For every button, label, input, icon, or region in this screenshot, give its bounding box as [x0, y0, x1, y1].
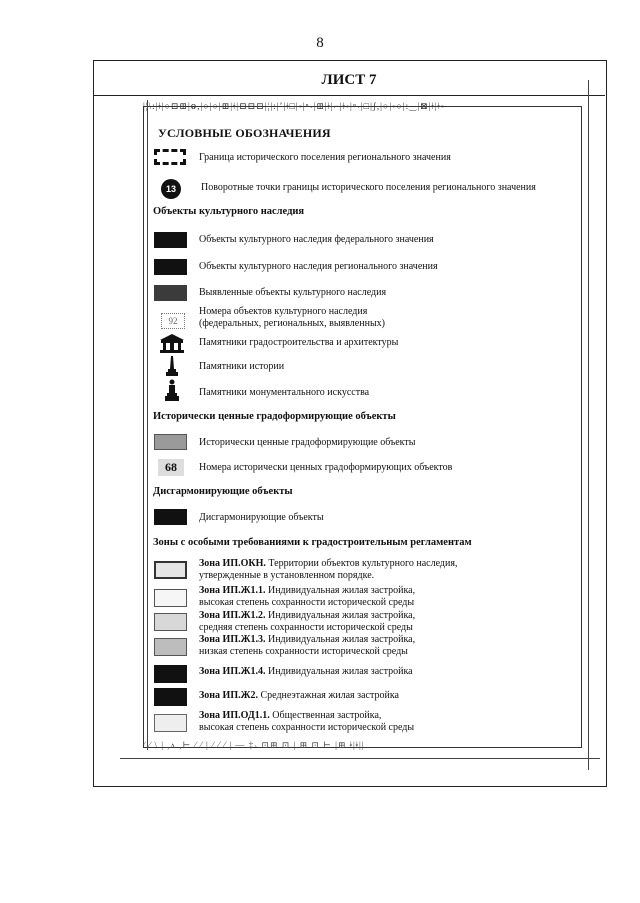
zone-okn-label: Зона ИП.ОКН. Территории объектов культурного наследия, утвержденные в установленном порядке. — [199, 558, 458, 581]
zone-zh11-label: Зона ИП.Ж1.1. Индивидуальная жилая застройка, высокая степень сохранности исторической среды — [199, 585, 416, 608]
zone-zh12-swatch — [154, 613, 187, 631]
federal-heritage-label: Объекты культурного наследия федерального значения — [199, 234, 434, 245]
frame-line-left — [147, 100, 148, 750]
valuable-objects-label: Исторически ценные градоформирующие объекты — [199, 437, 416, 448]
valuable-numbers-label: Номера исторически ценных градоформирующих объектов — [199, 462, 453, 473]
heritage-number-sample: 92 — [161, 313, 185, 329]
dissonant-objects-swatch — [154, 509, 187, 525]
regional-heritage-swatch — [154, 259, 187, 275]
zone-zh14-label: Зона ИП.Ж1.4. Индивидуальная жилая застройка — [199, 666, 413, 677]
statue-icon — [163, 379, 181, 402]
zone-zh13-label: Зона ИП.Ж1.3. Индивидуальная жилая застройка, низкая степень сохранности исторической среды — [199, 634, 416, 657]
zone-od11-swatch — [154, 714, 187, 732]
architecture-monuments-label: Памятники градостроительства и архитектуры — [199, 337, 399, 348]
valuable-number-sample: 68 — [158, 459, 184, 476]
dissonant-heading: Дисгармонирующие объекты — [153, 486, 293, 497]
legend-title: УСЛОВНЫЕ ОБОЗНАЧЕНИЯ — [158, 126, 331, 140]
zone-od11-label: Зона ИП.ОД1.1. Общественная застройка, высокая степень сохранности исторической среды — [199, 710, 415, 733]
sheet-title: ЛИСТ 7 — [321, 72, 377, 88]
frame-line-right — [588, 80, 589, 770]
zone-zh2-label: Зона ИП.Ж2. Среднеэтажная жилая застройка — [199, 690, 399, 701]
zones-heading: Зоны с особыми требованиями к градостроительным регламентам — [153, 537, 472, 548]
zone-zh2-swatch — [154, 688, 187, 706]
heritage-numbers-line1: Номера объектов культурного наследия — [199, 306, 368, 317]
heritage-heading: Объекты культурного наследия — [153, 206, 305, 217]
obelisk-icon — [163, 355, 181, 377]
zone-zh12-label: Зона ИП.Ж1.2. Индивидуальная жилая застройка, средняя степень сохранности исторической среды — [199, 610, 416, 633]
historic-border-swatch — [154, 149, 186, 165]
federal-heritage-swatch — [154, 232, 187, 248]
regional-heritage-label: Объекты культурного наследия регионального значения — [199, 261, 438, 272]
turning-point-marker: 13 — [161, 179, 181, 199]
map-edge-fragment-top: |¦\:|ǂ|○⊡⊞|ⱺ,|○|○|⊞|ǂ|⊟⊟⊡|¦|:|ʼ|ǂ□|◦|ⁿ˴|⊞|ǂ|⌐|ǂ◦|ᵠ˴|□|ʃ,|○|◦○|:‿|⊠|ǂ|ǂ◦ — [143, 101, 445, 111]
frame-line-bottom — [120, 758, 600, 759]
temple-icon — [159, 333, 185, 353]
zone-okn-swatch — [154, 561, 187, 579]
historic-border-label: Граница исторического поселения регионального значения — [199, 152, 451, 163]
monumental-monuments-label: Памятники монументального искусства — [199, 387, 370, 398]
page-number: 8 — [316, 35, 324, 51]
history-monuments-label: Памятники истории — [199, 361, 285, 372]
heritage-numbers-line2: (федеральных, региональных, выявленных) — [199, 318, 385, 329]
sheet-divider — [93, 95, 605, 96]
dissonant-objects-label: Дисгармонирующие объекты — [199, 512, 324, 523]
map-edge-fragment-bottom: ⁄ ⁄ \ | ,ᴧ ,⊢ ⁄ ⁄ | ⁄ ⁄ ⁄ | — ‡˴ ⊡⊞ ⊡ | ⊞ ⊡ ⊢ |⊞ ǂ|ǂ|| — [143, 740, 365, 750]
valuable-objects-swatch — [154, 434, 187, 450]
valuable-heading: Исторически ценные градоформирующие объекты — [153, 411, 396, 422]
zone-zh11-swatch — [154, 589, 187, 607]
turning-points-label: Поворотные точки границы исторического поселения регионального значения — [201, 182, 536, 193]
zone-zh14-swatch — [154, 665, 187, 683]
zone-zh13-swatch — [154, 638, 187, 656]
identified-heritage-label: Выявленные объекты культурного наследия — [199, 287, 387, 298]
identified-heritage-swatch — [154, 285, 187, 301]
